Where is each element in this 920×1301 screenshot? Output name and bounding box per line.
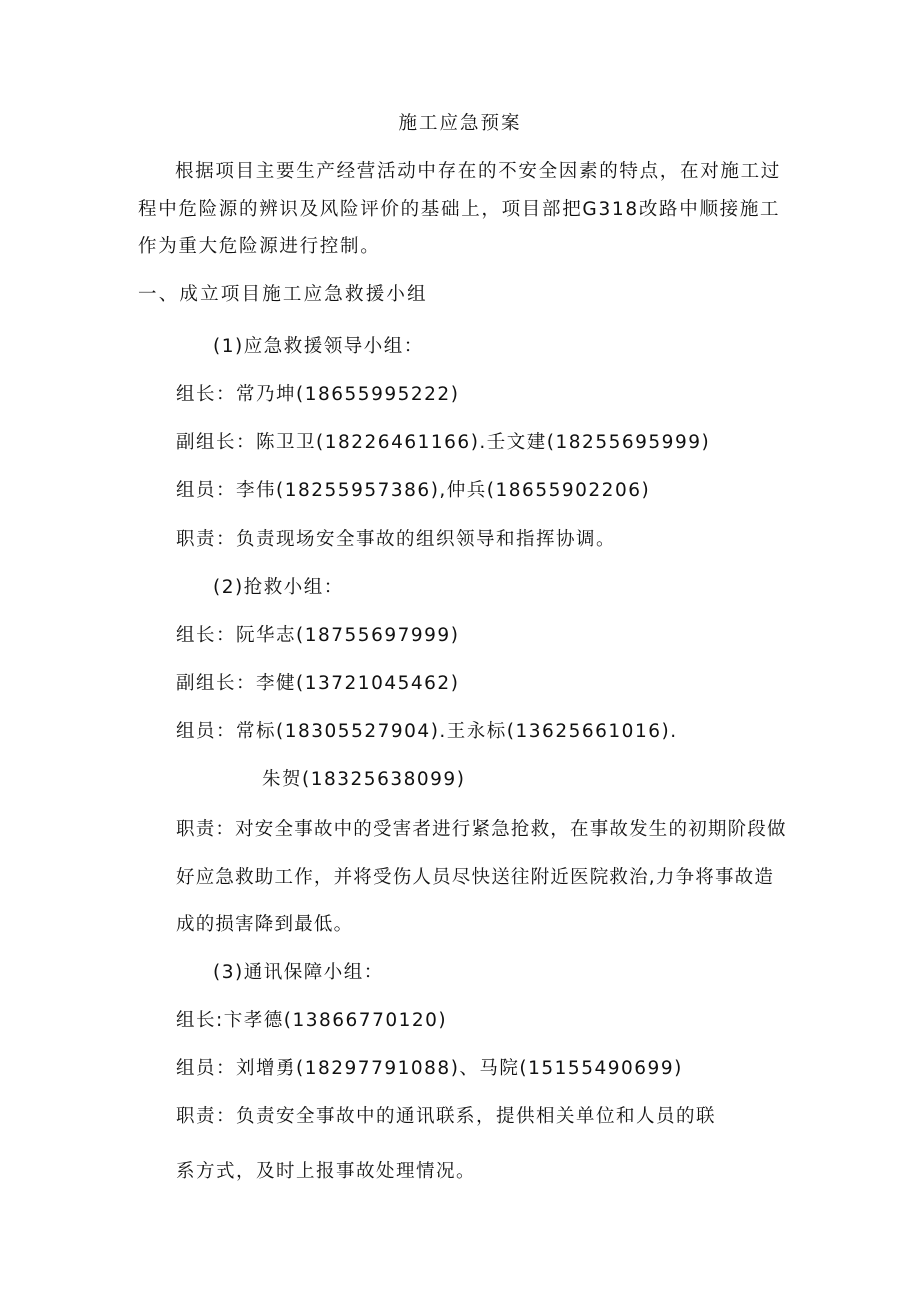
group-3-duty-line-1: 职责：负责安全事故中的通讯联系，提供相关单位和人员的联 bbox=[176, 1106, 717, 1127]
group-1-heading: (1)应急救援领导小组： bbox=[213, 336, 424, 357]
section-heading-1: 一、成立项目施工应急救援小组 bbox=[138, 284, 428, 305]
group-3-duty-line-2: 系方式，及时上报事故处理情况。 bbox=[176, 1161, 477, 1182]
group-2-heading: (2)抢救小组： bbox=[213, 577, 344, 598]
group-2-deputy: 副组长：李健(13721045462) bbox=[176, 673, 460, 694]
document-title: 施工应急预案 bbox=[398, 113, 522, 134]
group-1-deputy: 副组长：陈卫卫(18226461166).壬文建(18255695999) bbox=[176, 432, 711, 453]
group-3-members: 组员：刘增勇(18297791088)、马院(15155490699) bbox=[176, 1058, 683, 1079]
group-1-members: 组员：李伟(18255957386),仲兵(18655902206) bbox=[176, 480, 651, 501]
group-2-members: 组员：常标(18305527904).王永标(13625661016). bbox=[176, 721, 678, 742]
group-1-duty: 职责：负责现场安全事故的组织领导和指挥协调。 bbox=[176, 529, 617, 550]
group-3-heading: (3)通讯保障小组： bbox=[213, 962, 384, 983]
group-2-leader: 组长：阮华志(18755697999) bbox=[176, 625, 460, 646]
intro-paragraph: 根据项目主要生产经营活动中存在的不安全因素的特点，在对施工过程中危险源的辨识及风险评价的基础上，项目部把G318改路中顺接施工作为重大危险源进行控制。 bbox=[138, 161, 782, 257]
group-3-leader: 组长:卞孝德(13866770120) bbox=[176, 1010, 448, 1031]
group-2-duty: 职责：对安全事故中的受害者进行紧急抢救，在事故发生的初期阶段做好应急救助工作，并将受伤人员尽快送往附近医院救治,力争将事故造成的损害降到最低。 bbox=[176, 819, 787, 935]
group-1-leader: 组长：常乃坤(18655995222) bbox=[176, 384, 460, 405]
group-2-members-continued: 朱贺(18325638099) bbox=[262, 769, 466, 790]
